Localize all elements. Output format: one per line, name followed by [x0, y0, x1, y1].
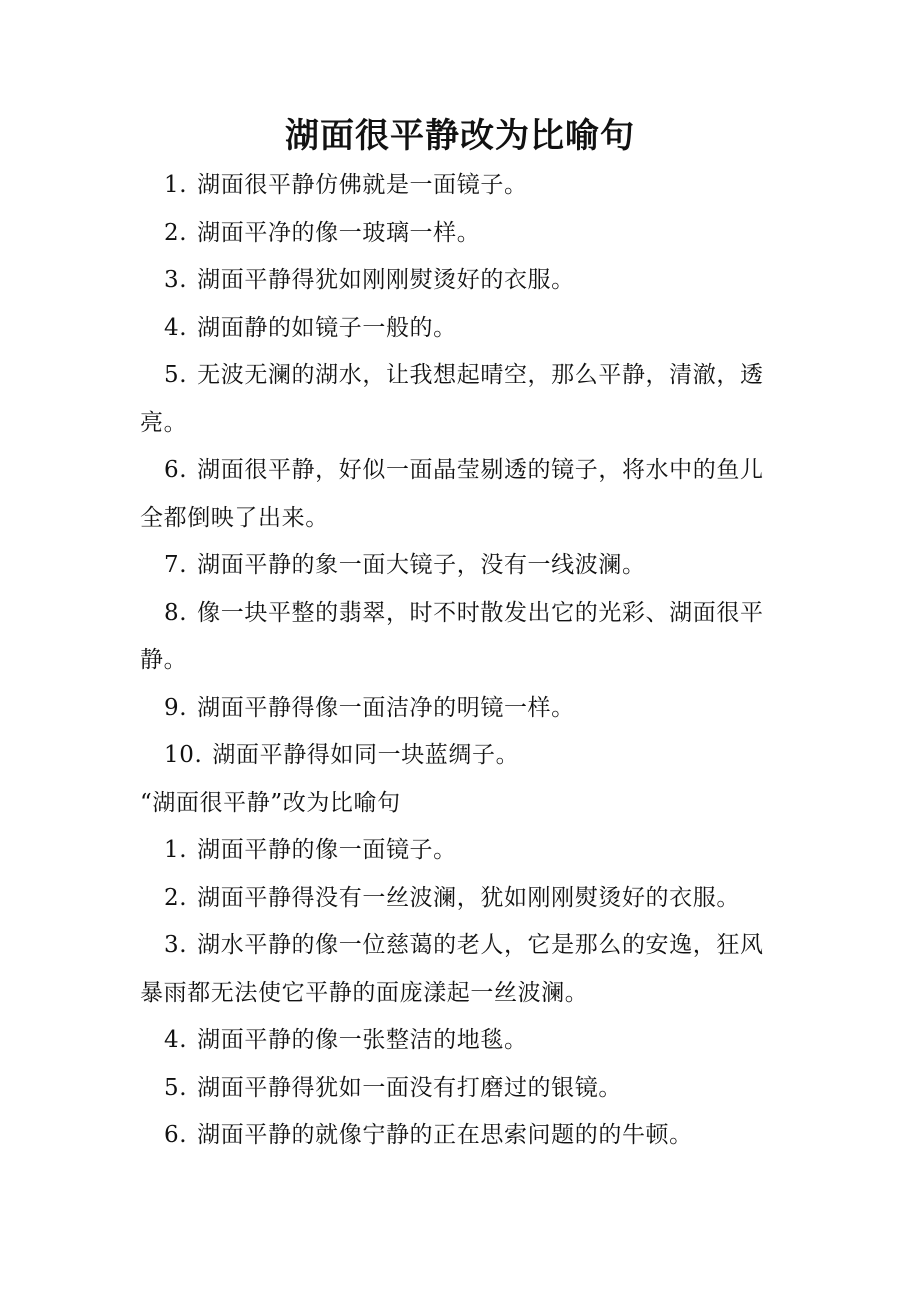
item-text: 湖面平净的像一玻璃一样。: [197, 219, 481, 246]
list-item: [140, 1017, 780, 1065]
list-item: [140, 685, 780, 733]
item-number: 3.: [164, 267, 188, 293]
item-number: 5.: [164, 362, 188, 388]
item-text: 湖面平静得如同一块蓝绸子。: [212, 742, 520, 768]
item-text: 无波无澜的湖水，让我想起晴空，那么平静，清澈，透亮。: [140, 362, 764, 436]
item-text: 湖面静的如镜子一般的。: [197, 314, 457, 341]
item-number: 3.: [164, 932, 188, 958]
item-number: 6.: [164, 1122, 188, 1148]
item-number: 2.: [164, 884, 188, 911]
list-item: [140, 922, 780, 1017]
item-number: 2.: [164, 219, 188, 246]
item-text: 湖面很平静，好似一面晶莹剔透的镜子，将水中的鱼儿全都倒映了出来。: [140, 457, 764, 531]
list-item: [140, 875, 780, 923]
item-text: 像一块平整的翡翠，时不时散发出它的光彩、湖面很平静。: [140, 599, 764, 673]
item-text: 湖面平静得犹如刚刚熨烫好的衣服。: [197, 267, 575, 293]
list-item: [140, 305, 780, 353]
item-text: 湖面平静的象一面大镜子，没有一线波澜。: [197, 552, 646, 578]
section-heading: “湖面很平静”改为比喻句: [140, 789, 401, 816]
item-number: 10.: [164, 742, 203, 768]
list-item: [140, 542, 780, 590]
item-number: 9.: [164, 694, 188, 721]
item-text: 湖面平静得没有一丝波澜，犹如刚刚熨烫好的衣服。: [197, 884, 740, 911]
list-item: [140, 257, 780, 305]
item-number: 5.: [164, 1074, 188, 1101]
item-text: 湖面平静的像一面镜子。: [197, 837, 457, 863]
item-text: 湖面平静的就像宁静的正在思索问题的的牛顿。: [197, 1122, 693, 1148]
item-number: 1.: [164, 837, 188, 863]
item-text: 湖面平静得像一面洁净的明镜一样。: [197, 694, 575, 721]
list-item: [140, 162, 780, 210]
list-item: [140, 1112, 780, 1160]
list-item: [140, 447, 780, 542]
item-number: 6.: [164, 457, 188, 483]
item-number: 8.: [164, 599, 188, 626]
item-number: 1.: [164, 172, 188, 198]
list-item: [140, 732, 780, 780]
list-item: [140, 210, 780, 258]
list-item: [140, 1065, 780, 1113]
item-number: 4.: [164, 314, 188, 341]
item-number: 4.: [164, 1027, 188, 1053]
list-item: [140, 590, 780, 685]
item-text: 湖面平静得犹如一面没有打磨过的银镜。: [197, 1074, 622, 1101]
item-text: 湖水平静的像一位慈蔼的老人，它是那么的安逸，狂风暴雨都无法使它平静的面庞漾起一丝波澜。: [140, 932, 764, 1006]
list-item: [140, 352, 780, 447]
page-title: 湖面很平静改为比喻句: [285, 116, 635, 156]
list-item: [140, 827, 780, 875]
document-body: [140, 162, 780, 1160]
item-text: 湖面很平静仿佛就是一面镜子。: [197, 172, 528, 198]
item-text: 湖面平静的像一张整洁的地毯。: [197, 1027, 528, 1053]
item-number: 7.: [164, 552, 188, 578]
